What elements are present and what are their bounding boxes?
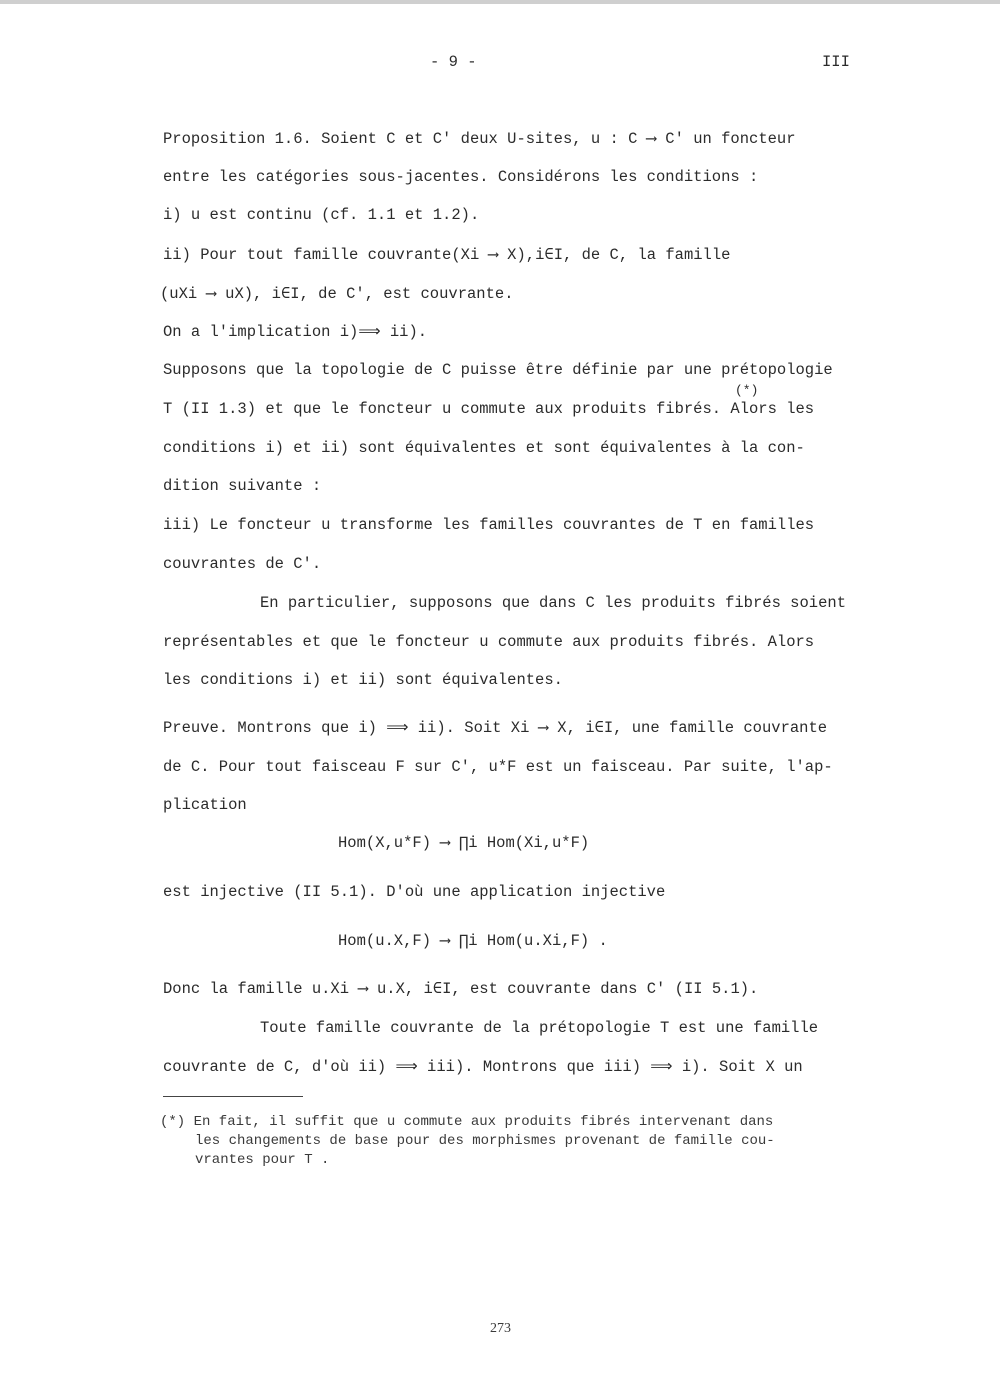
suppose-line-3: conditions i) et ii) sont équivalentes et sont équivalentes à la con- <box>163 439 805 457</box>
footnote-line-3: vrantes pour T . <box>195 1152 330 1168</box>
particular-line-3: les conditions i) et ii) sont équivalentes. <box>163 671 563 689</box>
page-number-header: - 9 - <box>430 53 477 71</box>
proof-line-4: est injective (II 5.1). D'où une application injective <box>163 883 666 901</box>
page-number-footer: 273 <box>490 1321 511 1336</box>
suppose-line-4: dition suivante : <box>163 477 322 495</box>
footnote-rule <box>163 1096 303 1097</box>
condition-i: i) u est continu (cf. 1.1 et 1.2). <box>163 206 480 224</box>
suppose-line-1: Supposons que la topologie de C puisse être définie par une prétopologie <box>163 361 833 379</box>
chapter-number: III <box>822 53 850 71</box>
condition-iii-line-2: couvrantes de C'. <box>163 555 322 573</box>
proposition-line-1: Proposition 1.6. Soient C et C' deux U-sites, u : C ⟶ C' un foncteur <box>163 130 796 148</box>
implication-line: On a l'implication i)⟹ ii). <box>163 323 428 341</box>
proof-line-3: plication <box>163 796 247 814</box>
particular-line-1: En particulier, supposons que dans C les produits fibrés soient <box>260 594 846 612</box>
footnote-line-1: (*) En fait, il suffit que u commute aux produits fibrés intervenant dans <box>160 1114 774 1130</box>
formula-1: Hom(X,u*F) ⟶ ∏i Hom(Xi,u*F) <box>338 834 590 852</box>
proof-line-5: Donc la famille u.Xi ⟶ u.X, i∈I, est couvrante dans C' (II 5.1). <box>163 980 759 998</box>
scan-top-edge <box>0 0 1000 4</box>
proof-line-7: couvrante de C, d'où ii) ⟹ iii). Montrons que iii) ⟹ i). Soit X un <box>163 1058 803 1076</box>
condition-iii-line-1: iii) Le foncteur u transforme les familles couvrantes de T en familles <box>163 516 815 534</box>
condition-ii-line-1: ii) Pour tout famille couvrante(Xi ⟶ X),i∈I, de C, la famille <box>163 246 731 264</box>
footnote-line-2: les changements de base pour des morphismes provenant de famille cou- <box>195 1133 775 1149</box>
formula-2: Hom(u.X,F) ⟶ ∏i Hom(u.Xi,F) . <box>338 932 608 950</box>
particular-line-2: représentables et que le foncteur u commute aux produits fibrés. Alors <box>163 633 815 651</box>
proof-line-2: de C. Pour tout faisceau F sur C', u*F est un faisceau. Par suite, l'ap- <box>163 758 833 776</box>
suppose-line-2: T (II 1.3) et que le foncteur u commute aux produits fibrés. Alors les <box>163 400 815 418</box>
proposition-line-2: entre les catégories sous-jacentes. Considérons les conditions : <box>163 168 759 186</box>
footnote-marker: (*) <box>735 383 759 398</box>
proof-line-1: Preuve. Montrons que i) ⟹ ii). Soit Xi ⟶ X, i∈I, une famille couvrante <box>163 719 828 737</box>
condition-ii-line-2: (uXi ⟶ uX), i∈I, de C', est couvrante. <box>160 285 514 303</box>
proof-line-6: Toute famille couvrante de la prétopologie T est une famille <box>260 1019 819 1037</box>
